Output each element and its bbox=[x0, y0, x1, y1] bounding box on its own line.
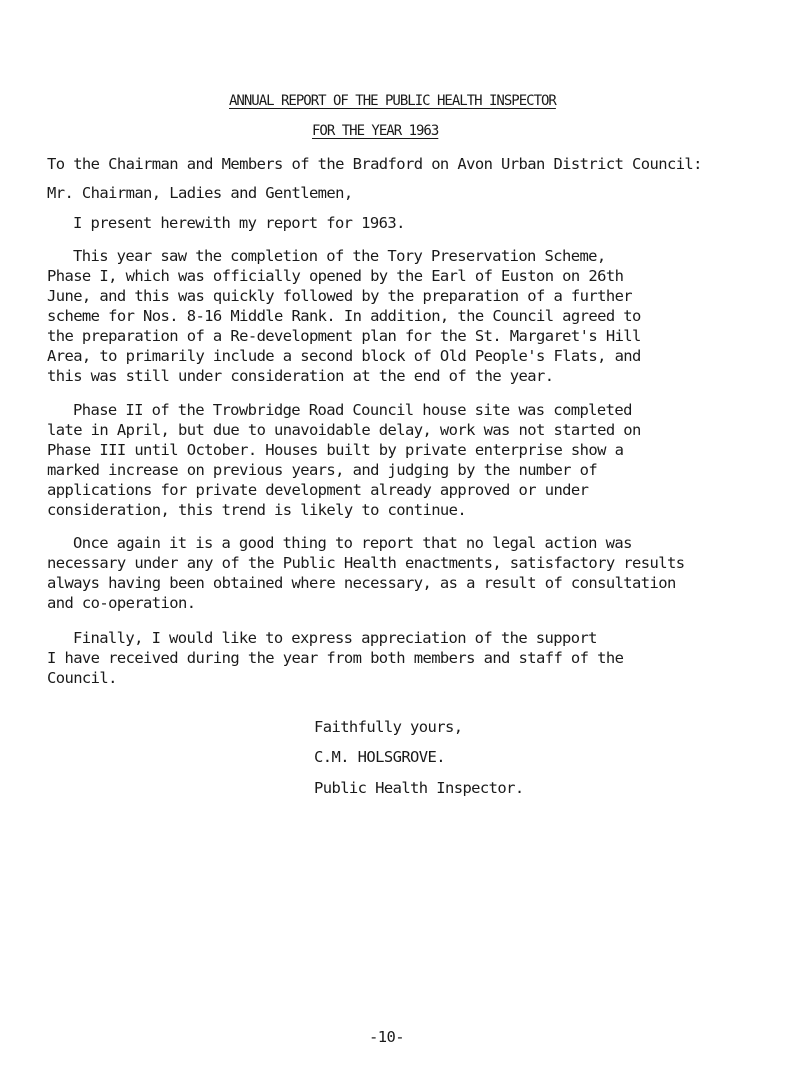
signatory-title: Public Health Inspector. bbox=[314, 779, 524, 797]
paragraph-line: Area, to primarily include a second block of Old People's Flats, and bbox=[47, 347, 641, 365]
paragraph-line: This year saw the completion of the Tory Preservation Scheme, bbox=[73, 247, 606, 265]
intro-text: I present herewith my report for 1963. bbox=[73, 214, 405, 232]
paragraph-line: June, and this was quickly followed by the preparation of a further bbox=[47, 287, 633, 305]
salutation: Mr. Chairman, Ladies and Gentlemen, bbox=[47, 184, 353, 202]
closing: Faithfully yours, bbox=[314, 718, 463, 736]
paragraph-line: Phase II of the Trowbridge Road Council house site was completed bbox=[73, 401, 632, 419]
paragraph-line: late in April, but due to unavoidable delay, work was not started on bbox=[47, 421, 641, 439]
paragraph-line: Council. bbox=[47, 669, 117, 687]
report-year: FOR THE YEAR 1963 bbox=[312, 123, 439, 139]
paragraph-line: always having been obtained where necessary, as a result of consultation bbox=[47, 574, 676, 592]
address-line: To the Chairman and Members of the Bradford on Avon Urban District Council: bbox=[47, 155, 702, 173]
report-title: ANNUAL REPORT OF THE PUBLIC HEALTH INSPECTOR bbox=[229, 93, 556, 109]
paragraph-line: consideration, this trend is likely to continue. bbox=[47, 501, 467, 519]
paragraph-line: and co-operation. bbox=[47, 594, 196, 612]
paragraph-line: this was still under consideration at the end of the year. bbox=[47, 367, 554, 385]
paragraph-line: scheme for Nos. 8-16 Middle Rank. In addition, the Council agreed to bbox=[47, 307, 641, 325]
paragraph-line: the preparation of a Re-development plan for the St. Margaret's Hill bbox=[47, 327, 641, 345]
paragraph-line: necessary under any of the Public Health enactments, satisfactory results bbox=[47, 554, 685, 572]
paragraph-line: I have received during the year from both members and staff of the bbox=[47, 649, 624, 667]
paragraph-line: Finally, I would like to express appreciation of the support bbox=[73, 629, 597, 647]
signatory-name: C.M. HOLSGROVE. bbox=[314, 748, 445, 766]
paragraph-line: marked increase on previous years, and judging by the number of bbox=[47, 461, 598, 479]
page-number: -10- bbox=[369, 1028, 404, 1046]
paragraph-line: Phase I, which was officially opened by the Earl of Euston on 26th bbox=[47, 267, 624, 285]
paragraph-line: Once again it is a good thing to report that no legal action was bbox=[73, 534, 632, 552]
paragraph-line: applications for private development already approved or under bbox=[47, 481, 589, 499]
paragraph-line: Phase III until October. Houses built by private enterprise show a bbox=[47, 441, 624, 459]
